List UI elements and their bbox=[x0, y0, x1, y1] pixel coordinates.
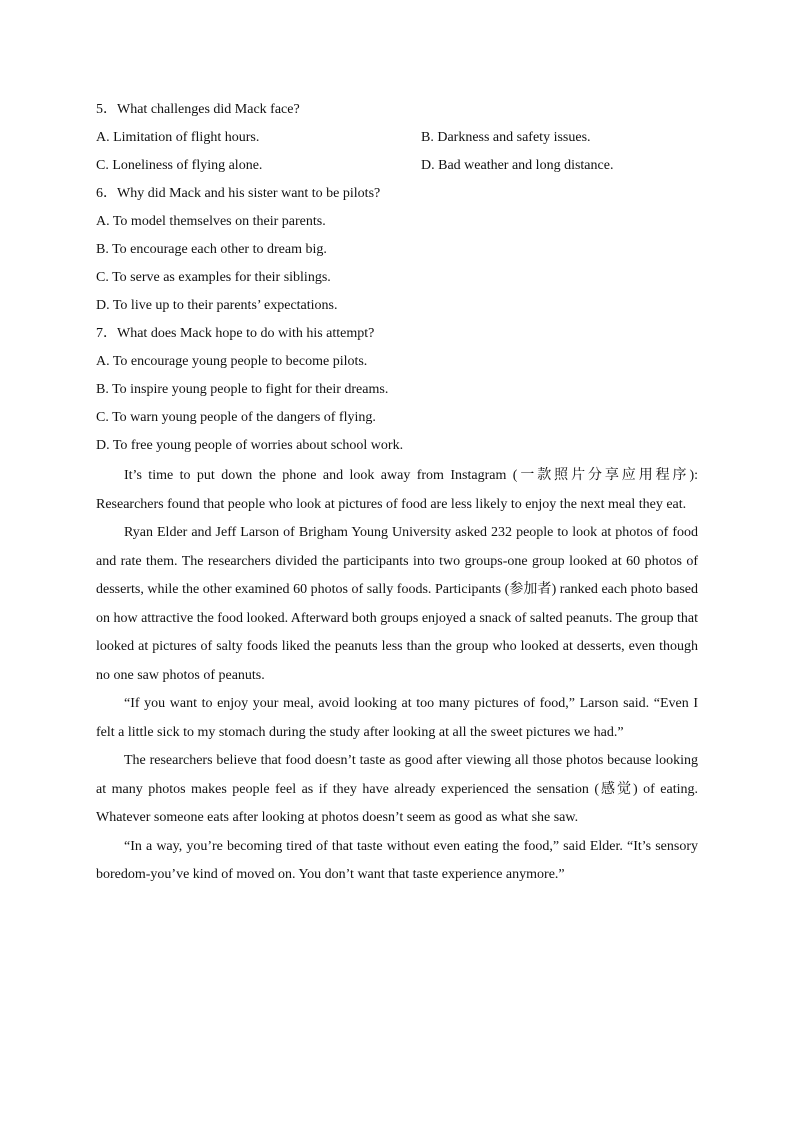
passage-paragraph-1: It’s time to put down the phone and look away from Instagram (一款照片分享应用程序): Researchers found that people who look at pictures of food are less likely to enjoy the next meal they eat. bbox=[96, 468, 698, 512]
option-c: C. To warn young people of the dangers of flying. bbox=[96, 410, 376, 425]
option-a: A. To model themselves on their parents. bbox=[96, 214, 326, 229]
question-stem: 5．What challenges did Mack face? bbox=[96, 102, 300, 117]
option-c: C. Loneliness of flying alone. bbox=[96, 158, 263, 173]
option-d: D. To live up to their parents’ expectations. bbox=[96, 298, 338, 313]
passage-paragraph-4: The researchers believe that food doesn’t taste as good after viewing all those photos because looking at many photos makes people feel as if they have already experienced the sensation (感觉) of eating. Whatever someone eats after looking at photos doesn’t seem as good as what she saw. bbox=[96, 753, 698, 825]
option-b: B. To encourage each other to dream big. bbox=[96, 242, 327, 257]
passage-paragraph-3: “If you want to enjoy your meal, avoid looking at too many pictures of food,” Larson said. “Even I felt a little sick to my stomach during the study after looking at all the sweet pictures we had.” bbox=[96, 696, 698, 740]
question-7 bbox=[96, 320, 698, 460]
question-stem: 7．What does Mack hope to do with his attempt? bbox=[96, 326, 375, 341]
reading-passage bbox=[96, 462, 698, 890]
document-page bbox=[96, 96, 698, 890]
passage-paragraph-5: “In a way, you’re becoming tired of that taste without even eating the food,” said Elder. “It’s sensory boredom-you’ve kind of moved on. You don’t want that taste experience anymore.” bbox=[96, 838, 698, 882]
passage-paragraph-2: Ryan Elder and Jeff Larson of Brigham Young University asked 232 people to look at photos of food and rate them. The researchers divided the participants into two groups-one group looked at 60 photos of desserts, while the other examined 60 photos of sally foods. Participants (参加者) ranked each photo based on how attractive the food looked. Afterward both groups enjoyed a snack of salted peanuts. The group that looked at pictures of salty foods liked the peanuts less than the group who looked at desserts, even though no one saw photos of peanuts. bbox=[96, 525, 698, 683]
option-a: A. To encourage young people to become pilots. bbox=[96, 354, 368, 369]
option-row bbox=[96, 152, 698, 180]
option-a: A. Limitation of flight hours. bbox=[96, 130, 260, 145]
option-b: B. To inspire young people to fight for their dreams. bbox=[96, 382, 389, 397]
option-b: B. Darkness and safety issues. bbox=[421, 130, 591, 145]
option-row bbox=[96, 124, 698, 152]
question-5 bbox=[96, 96, 698, 180]
option-c: C. To serve as examples for their siblings. bbox=[96, 270, 331, 285]
option-d: D. To free young people of worries about school work. bbox=[96, 438, 404, 453]
question-stem: 6．Why did Mack and his sister want to be pilots? bbox=[96, 186, 381, 201]
option-d: D. Bad weather and long distance. bbox=[421, 158, 614, 173]
question-6 bbox=[96, 180, 698, 320]
